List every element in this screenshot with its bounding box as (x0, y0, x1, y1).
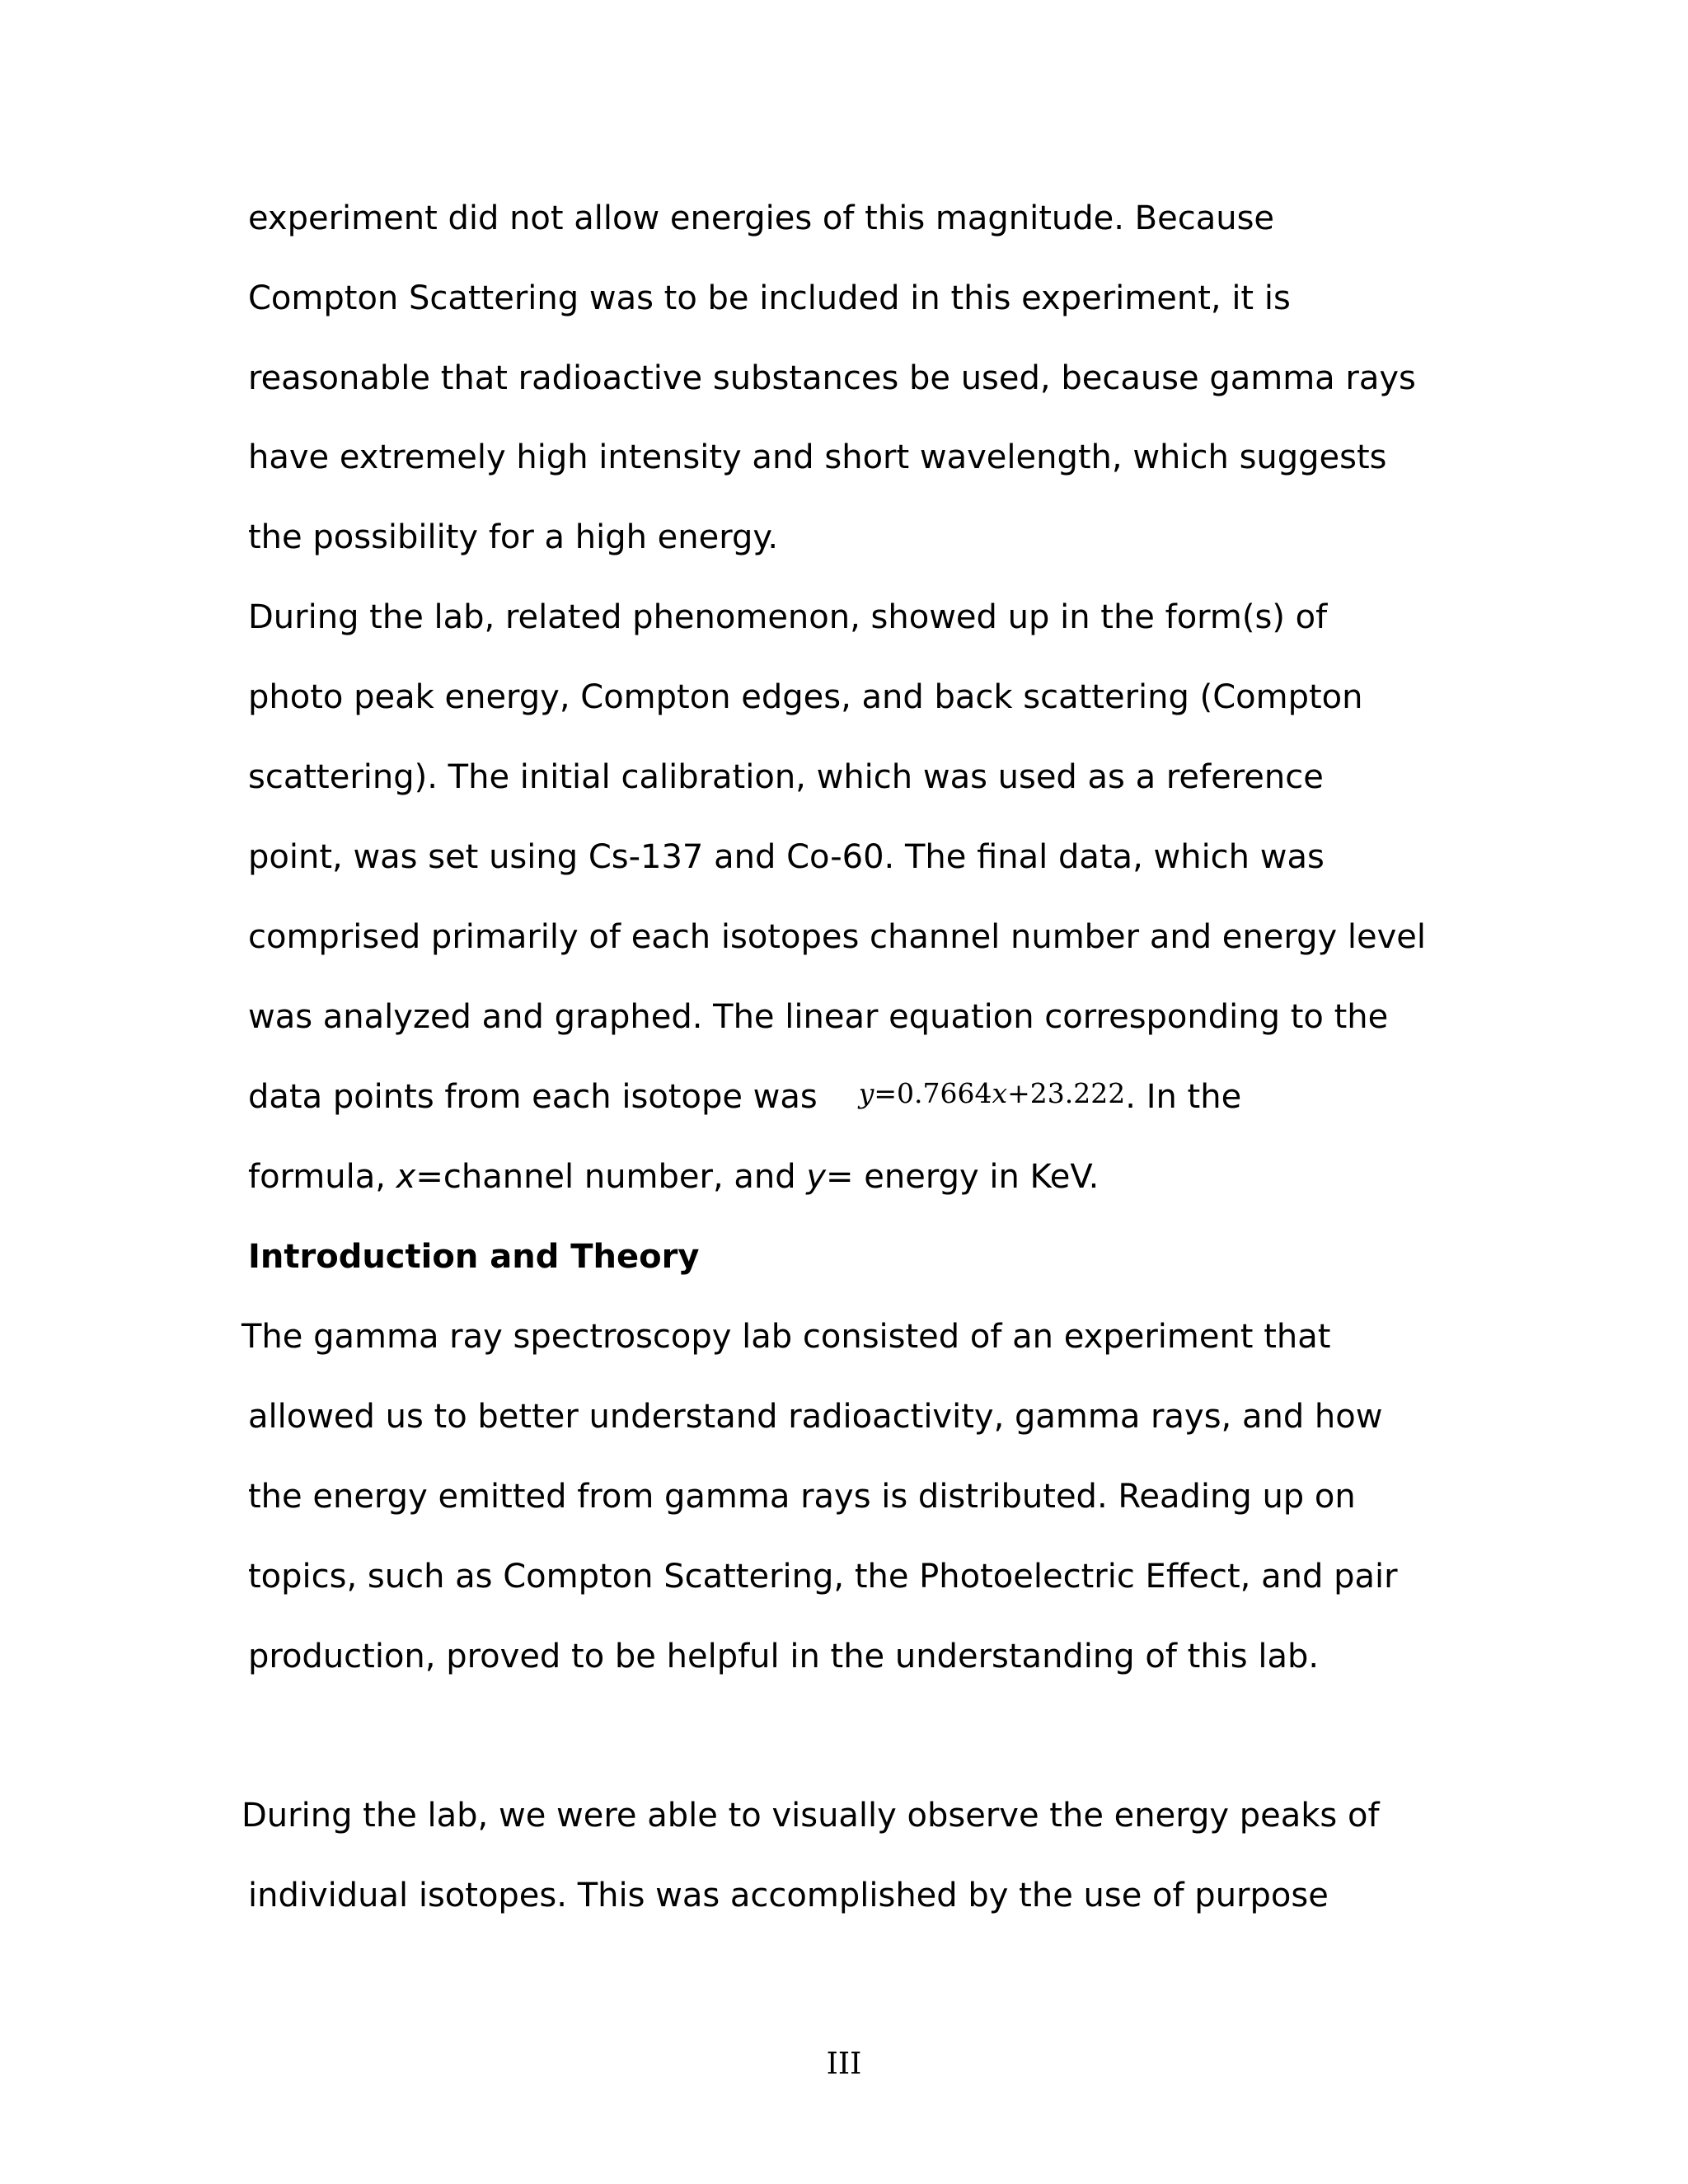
definition-text: = energy in KeV. (826, 1158, 1100, 1196)
paragraph-line: was analyzed and graphed. The linear equation corresponding to the (248, 998, 1389, 1036)
paragraph-line: production, proved to be helpful in the understanding of this lab. (248, 1638, 1320, 1675)
paragraph-line: The gamma ray spectroscopy lab consisted of an experiment that (241, 1318, 1331, 1356)
paragraph-line: photo peak energy, Compton edges, and back scattering (Compton (248, 678, 1363, 716)
section-heading: Introduction and Theory (248, 1238, 700, 1276)
paragraph-line: scattering). The initial calibration, which was used as a reference (248, 758, 1324, 796)
paragraph-line: allowed us to better understand radioactivity, gamma rays, and how (248, 1398, 1383, 1436)
formula-variable-x: x (992, 1077, 1008, 1109)
formula-coefficient: =0.7664 (874, 1077, 992, 1109)
paragraph-line: Compton Scattering was to be included in this experiment, it is (248, 279, 1291, 317)
linear-equation (859, 1077, 1126, 1109)
paragraph-line: comprised primarily of each isotopes channel number and energy level (248, 918, 1427, 956)
formula-definition-line (248, 1157, 1099, 1197)
page-number: III (826, 2047, 862, 2081)
definition-variable-x: x (396, 1158, 416, 1196)
definition-text: =channel number, and (415, 1158, 807, 1196)
formula-line-after: . In the (1125, 1078, 1242, 1116)
paragraph-line: topics, such as Compton Scattering, the Photoelectric Effect, and pair (248, 1558, 1398, 1596)
formula-intercept: +23.222 (1007, 1077, 1126, 1109)
formula-variable-y: y (858, 1077, 874, 1109)
paragraph-line: During the lab, related phenomenon, showed up in the form(s) of (248, 598, 1328, 636)
paragraph-line: have extremely high intensity and short wavelength, which suggests (248, 438, 1387, 476)
paragraph-line: the energy emitted from gamma rays is distributed. Reading up on (248, 1478, 1356, 1516)
paragraph-line: experiment did not allow energies of this magnitude. Because (248, 199, 1275, 237)
definition-variable-y: y (806, 1158, 827, 1196)
formula-line-text: data points from each isotope was (248, 1078, 818, 1116)
paragraph-line: the possibility for a high energy. (248, 518, 779, 556)
definition-text: formula, (248, 1158, 396, 1196)
paragraph-line: individual isotopes. This was accomplished by the use of purpose (248, 1877, 1329, 1915)
formula-line (248, 1077, 1241, 1118)
paragraph-line: During the lab, we were able to visually observe the energy peaks of (241, 1797, 1380, 1835)
paragraph-line: point, was set using Cs-137 and Co-60. The final data, which was (248, 838, 1325, 876)
paragraph-line: reasonable that radioactive substances be used, because gamma rays (248, 359, 1416, 397)
